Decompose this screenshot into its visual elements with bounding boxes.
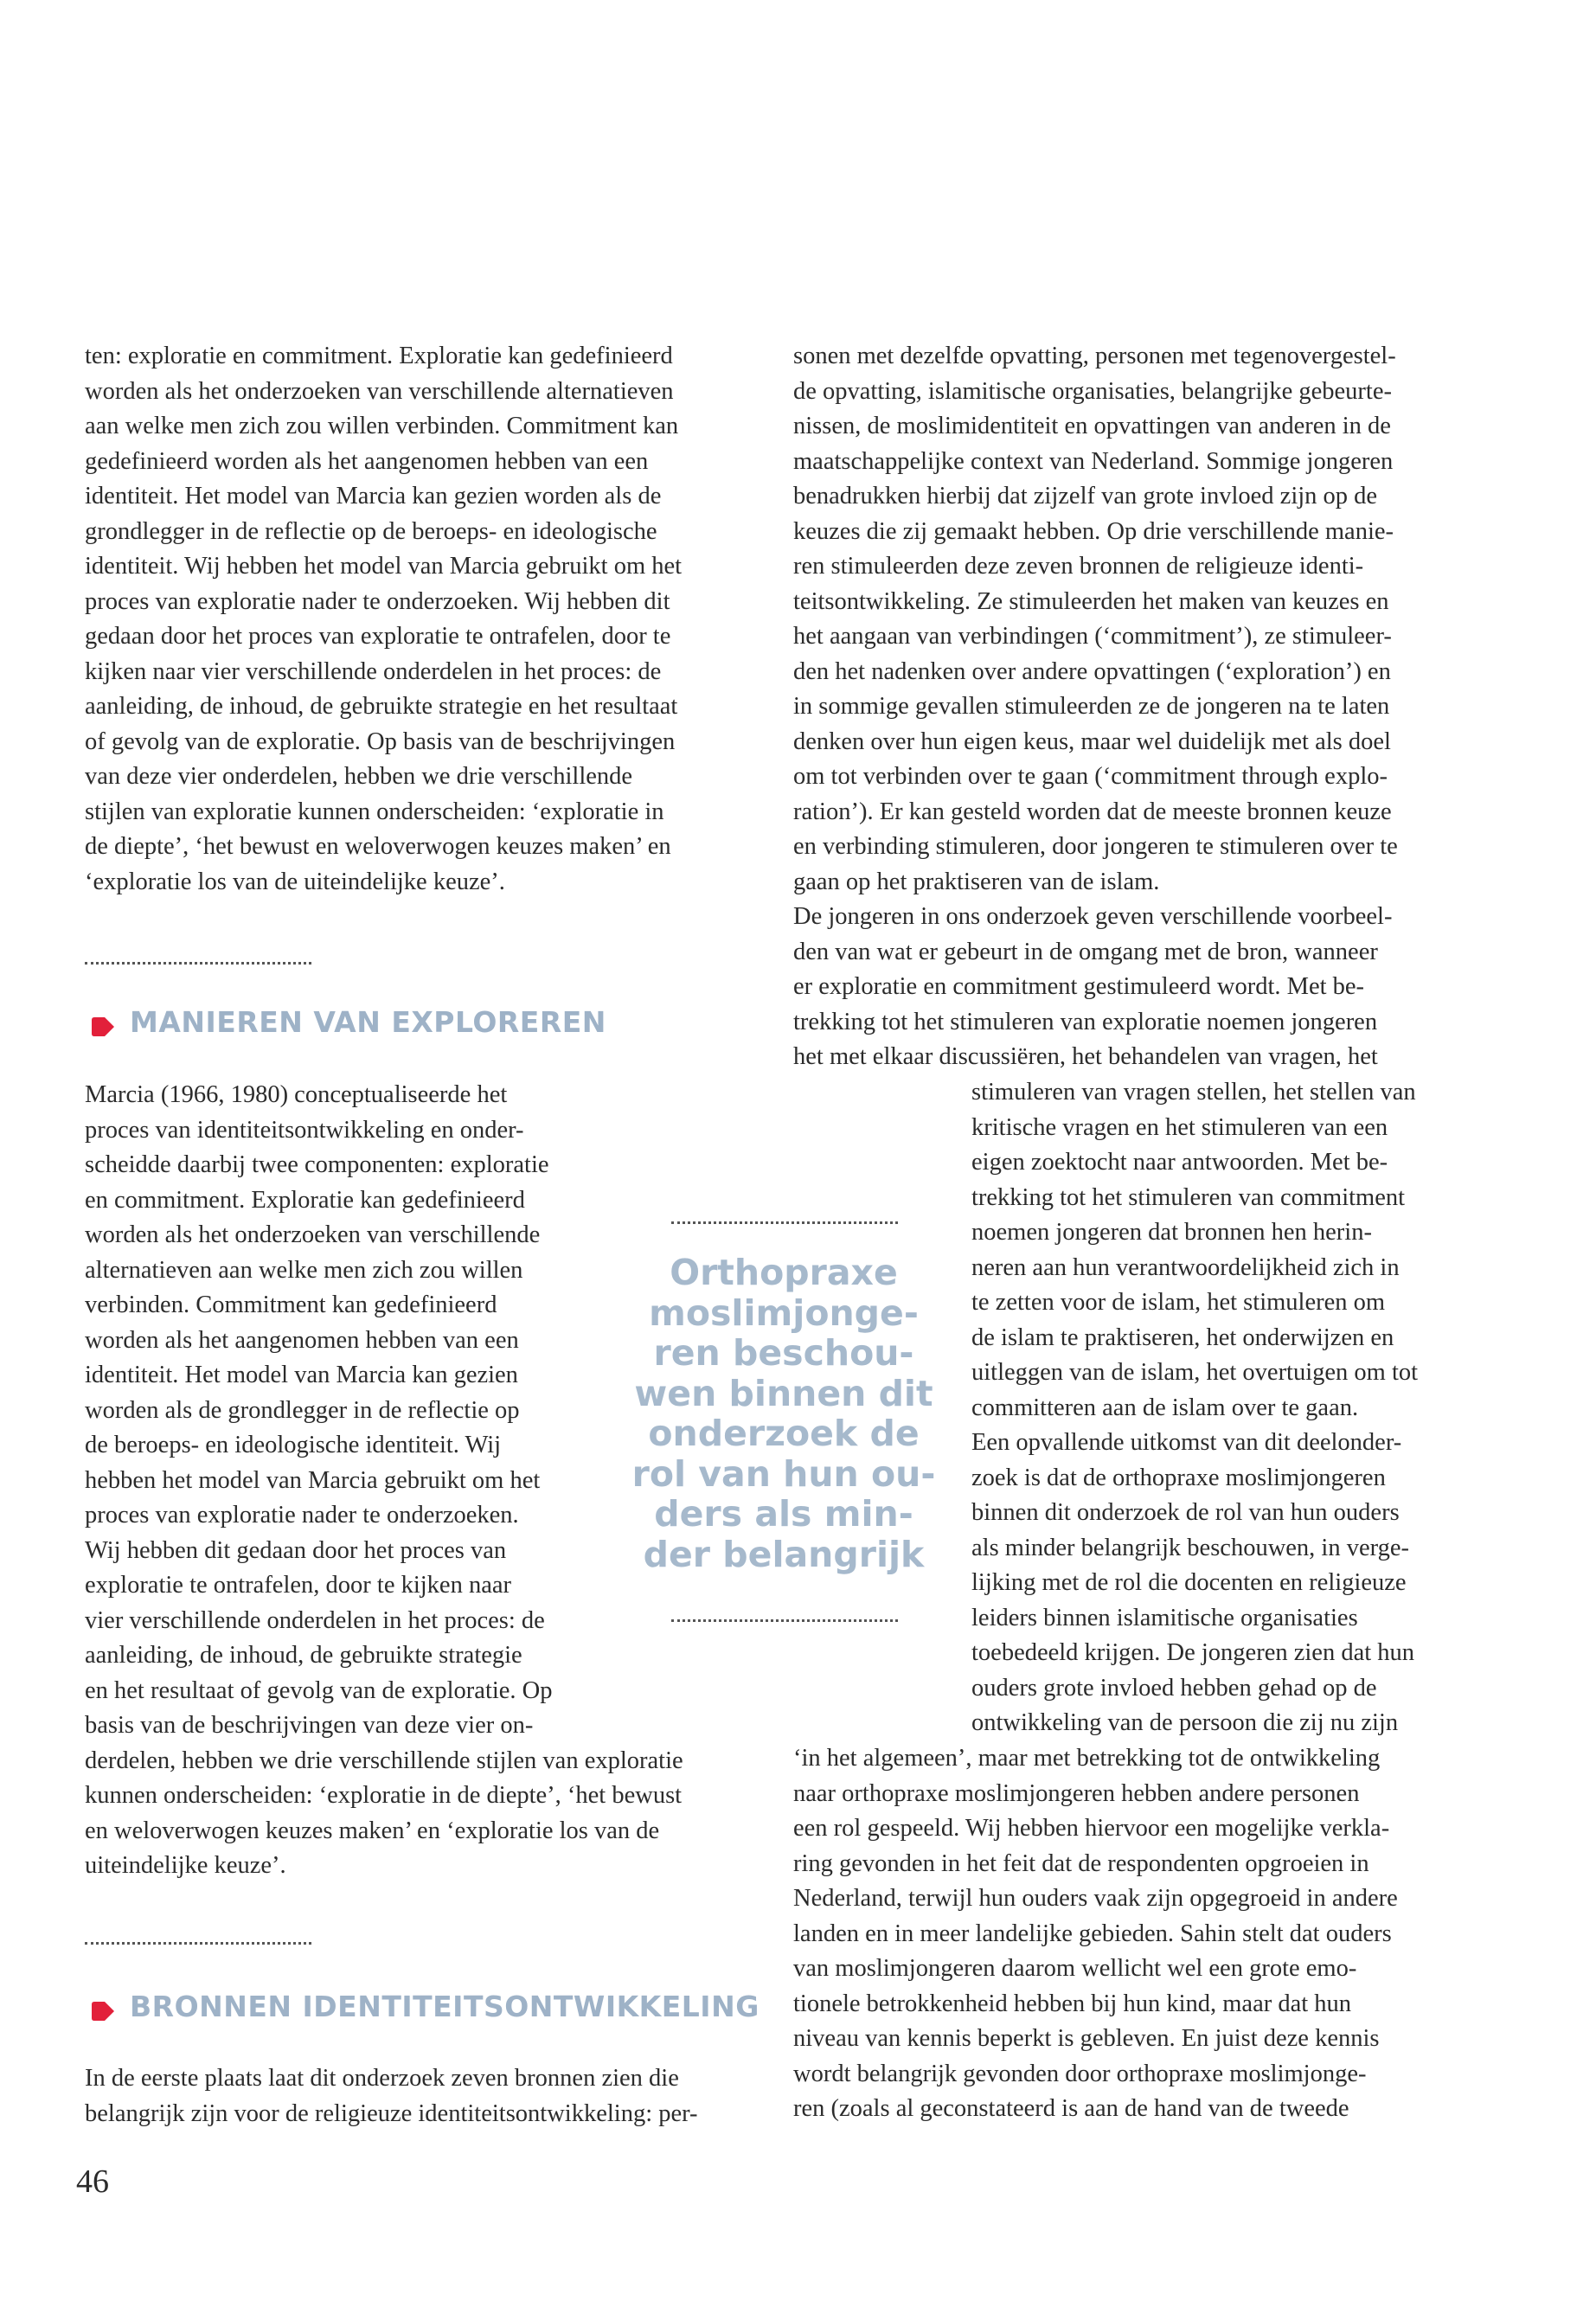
page-number: 46 (76, 2163, 109, 2200)
text-line: teitsontwikkeling. Ze stimuleerden het maken van keuzes en (793, 587, 1389, 615)
text-line: proces van identiteitsontwikkeling en onder- (85, 1116, 524, 1144)
pullquote-line: onderzoek de (648, 1413, 920, 1454)
text-line: trekking tot het stimuleren van exploratie noemen jongeren (793, 1008, 1378, 1035)
text-line: hebben het model van Marcia gebruikt om het (85, 1466, 541, 1494)
text-line: het aangaan van verbindingen (‘commitment’), ze stimuleer- (793, 623, 1392, 650)
text-line: Een opvallende uitkomst van dit deelonder- (971, 1429, 1402, 1456)
text-line: basis van de beschrijvingen van deze vier on- (85, 1712, 534, 1739)
text-line: nissen, de moslimidentiteit en opvattingen van anderen in de (793, 413, 1391, 439)
text-line: worden als het aangenomen hebben van een (85, 1326, 519, 1354)
pullquote-line: ders als min- (654, 1493, 913, 1535)
pullquote-divider-bottom (671, 1619, 898, 1622)
text-line: worden als het onderzoeken van verschillende alternatieven (85, 377, 674, 405)
pullquote-line: moslimjonge- (649, 1292, 919, 1334)
pullquote-line: Orthopraxe (670, 1252, 898, 1293)
text-line: uiteindelijke keuze’. (85, 1852, 286, 1879)
text-line: trekking tot het stimuleren van commitment (971, 1183, 1406, 1211)
section-divider-2 (85, 1942, 311, 1945)
text-line: ring gevonden in het feit dat de respondenten opgroeien in (793, 1849, 1369, 1877)
text-line: proces van exploratie nader te onderzoeken. Wij hebben dit (85, 587, 670, 615)
text-line: identiteit. Het model van Marcia kan gezien worden als de (85, 483, 662, 510)
text-line: ‘in het algemeen’, maar met betrekking tot de ontwikkeling (793, 1745, 1381, 1772)
text-line: kijken naar vier verschillende onderdelen in het proces: de (85, 657, 662, 685)
text-line: ‘exploratie los van de uiteindelijke keuze’. (85, 868, 505, 895)
text-line: den het nadenken over andere opvattingen (‘exploration’) en (793, 657, 1391, 685)
text-line: aan welke men zich zou willen verbinden. Commitment kan (85, 413, 679, 439)
text-line: het met elkaar discussiëren, het behandelen van vragen, het (793, 1043, 1378, 1070)
text-line: worden als de grondlegger in de reflectie op (85, 1396, 520, 1424)
text-line: sonen met dezelfde opvatting, personen met tegenovergestel- (793, 343, 1396, 369)
text-line: verbinden. Commitment kan gedefinieerd (85, 1292, 497, 1318)
pullquote (606, 1253, 962, 1574)
text-line: gedaan door het proces van exploratie te ontrafelen, door te (85, 623, 671, 650)
text-line: ouders grote invloed hebben gehad op de (971, 1674, 1377, 1702)
text-line: naar orthopraxe moslimjongeren hebben andere personen (793, 1779, 1360, 1807)
text-line: uitleggen van de islam, het overtuigen om tot (971, 1359, 1419, 1386)
text-line: gaan op het praktiseren van de islam. (793, 868, 1160, 895)
text-line: toebedeeld krijgen. De jongeren zien dat hun (971, 1639, 1415, 1666)
text-line: van moslimjongeren daarom wellicht wel een grote emo- (793, 1955, 1357, 1982)
heading-manieren-van-exploreren (90, 1005, 606, 1039)
text-line: leiders binnen islamitische organisaties (971, 1604, 1358, 1631)
text-line: keuzes die zij gemaakt hebben. Op drie verschillende manie- (793, 517, 1394, 545)
text-line: van deze vier onderdelen, hebben we drie verschillende (85, 763, 633, 790)
red-pentagon-arrow-icon (90, 1011, 116, 1034)
text-line: en het resultaat of gevolg van de exploratie. Op (85, 1676, 553, 1704)
text-line: In de eerste plaats laat dit onderzoek zeven bronnen zien die (85, 2065, 679, 2092)
text-line: noemen jongeren dat bronnen hen herin- (971, 1219, 1372, 1246)
red-pentagon-arrow-icon (90, 1996, 116, 2018)
heading-text: BRONNEN IDENTITEITSONTWIKKELING (130, 1990, 760, 2023)
text-line: en commitment. Exploratie kan gedefinieerd (85, 1186, 525, 1214)
text-line: maatschappelijke context van Nederland. Sommige jongeren (793, 447, 1394, 475)
text-line: aanleiding, de inhoud, de gebruikte strategie (85, 1642, 522, 1669)
text-line: de islam te praktiseren, het onderwijzen en (971, 1324, 1394, 1351)
text-line: ten: exploratie en commitment. Exploratie kan gedefinieerd (85, 343, 673, 369)
text-line: ration’). Er kan gesteld worden dat de meeste bronnen keuze (793, 798, 1392, 825)
section-divider-1 (85, 962, 311, 965)
text-line: of gevolg van de exploratie. Op basis van de beschrijvingen (85, 727, 676, 755)
text-line: als minder belangrijk beschouwen, in verge- (971, 1534, 1409, 1561)
text-line: identiteit. Wij hebben het model van Marcia gebruikt om het (85, 553, 683, 580)
text-line: ren (zoals al geconstateerd is aan de hand van de tweede (793, 2095, 1349, 2122)
pullquote-divider-top (671, 1221, 898, 1224)
text-line: er exploratie en commitment gestimuleerd wordt. Met be- (793, 973, 1365, 1000)
text-line: een rol gespeeld. Wij hebben hiervoor een mogelijke verkla- (793, 1815, 1390, 1842)
text-line: Marcia (1966, 1980) conceptualiseerde het (85, 1081, 508, 1108)
pullquote-line: rol van hun ou- (631, 1452, 936, 1495)
text-line: lijking met de rol die docenten en religieuze (971, 1569, 1407, 1596)
heading-text: MANIEREN VAN EXPLOREREN (130, 1005, 606, 1039)
text-line: den van wat er gebeurt in de omgang met de bron, wanneer (793, 938, 1378, 965)
pullquote-line: der belangrijk (643, 1533, 925, 1575)
text-line: te zetten voor de islam, het stimuleren om (971, 1289, 1386, 1316)
text-line: identiteit. Het model van Marcia kan gezien (85, 1362, 518, 1388)
text-line: exploratie te ontrafelen, door te kijken naar (85, 1572, 511, 1599)
text-line: de diepte’, ‘het bewust en weloverwogen keuzes maken’ en (85, 833, 671, 860)
text-line: neren aan hun verantwoordelijkheid zich in (971, 1253, 1400, 1281)
text-line: tionele betrokkenheid hebben bij hun kind, maar dat hun (793, 1990, 1352, 2017)
text-line: zoek is dat de orthopraxe moslimjongeren (971, 1464, 1386, 1491)
text-line: ren stimuleerden deze zeven bronnen de religieuze identi- (793, 553, 1364, 580)
text-line: binnen dit onderzoek de rol van hun ouders (971, 1499, 1400, 1526)
text-line: vier verschillende onderdelen in het proces: de (85, 1606, 545, 1634)
text-line: scheidde daarbij twee componenten: exploratie (85, 1151, 549, 1178)
text-line: stimuleren van vragen stellen, het stellen van (971, 1079, 1416, 1106)
text-line: om tot verbinden over te gaan (‘commitment through explo- (793, 763, 1388, 790)
text-line: ontwikkeling van de persoon die zij nu zijn (971, 1709, 1399, 1736)
text-line: stijlen van exploratie kunnen onderscheiden: ‘exploratie in (85, 798, 664, 825)
text-line: derdelen, hebben we drie verschillende stijlen van exploratie (85, 1747, 683, 1774)
text-line: in sommige gevallen stimuleerden ze de jongeren na te laten (793, 693, 1390, 720)
text-line: en verbinding stimuleren, door jongeren te stimuleren over te (793, 833, 1398, 860)
text-line: de opvatting, islamitische organisaties, belangrijke gebeurte- (793, 377, 1392, 405)
text-line: aanleiding, de inhoud, de gebruikte strategie en het resultaat (85, 693, 678, 720)
text-line: kritische vragen en het stimuleren van een (971, 1113, 1388, 1141)
text-line: Wij hebben dit gedaan door het proces van (85, 1536, 507, 1564)
text-line: belangrijk zijn voor de religieuze identiteitsontwikkeling: per- (85, 2099, 698, 2127)
text-line: en weloverwogen keuzes maken’ en ‘exploratie los van de (85, 1817, 660, 1844)
heading-bronnen-identiteitsontwikkeling (90, 1990, 760, 2023)
text-line: committeren aan de islam over te gaan. (971, 1394, 1359, 1421)
text-line: alternatieven aan welke men zich zou willen (85, 1256, 523, 1284)
text-line: De jongeren in ons onderzoek geven verschillende voorbeel- (793, 903, 1393, 930)
text-line: landen en in meer landelijke gebieden. Sahin stelt dat ouders (793, 1920, 1392, 1947)
text-line: niveau van kennis beperkt is gebleven. En juist deze kennis (793, 2025, 1380, 2052)
text-line: worden als het onderzoeken van verschillende (85, 1221, 541, 1248)
text-line: proces van exploratie nader te onderzoeken. (85, 1502, 519, 1529)
pullquote-line: ren beschou- (653, 1332, 914, 1374)
text-line: benadrukken hierbij dat zijzelf van grote invloed zijn op de (793, 483, 1378, 510)
pullquote-line: wen binnen dit (634, 1372, 933, 1414)
text-line: de beroeps- en ideologische identiteit. Wij (85, 1432, 502, 1458)
text-line: grondlegger in de reflectie op de beroeps- en ideologische (85, 517, 657, 545)
text-line: gedefinieerd worden als het aangenomen hebben van een (85, 447, 649, 475)
text-line: wordt belangrijk gevonden door orthopraxe moslimjonge- (793, 2060, 1367, 2087)
text-line: Nederland, terwijl hun ouders vaak zijn opgegroeid in andere (793, 1885, 1398, 1912)
text-line: kunnen onderscheiden: ‘exploratie in de diepte’, ‘het bewust (85, 1782, 683, 1809)
text-line: eigen zoektocht naar antwoorden. Met be- (971, 1149, 1388, 1176)
text-line: denken over hun eigen keus, maar wel duidelijk met als doel (793, 727, 1391, 755)
